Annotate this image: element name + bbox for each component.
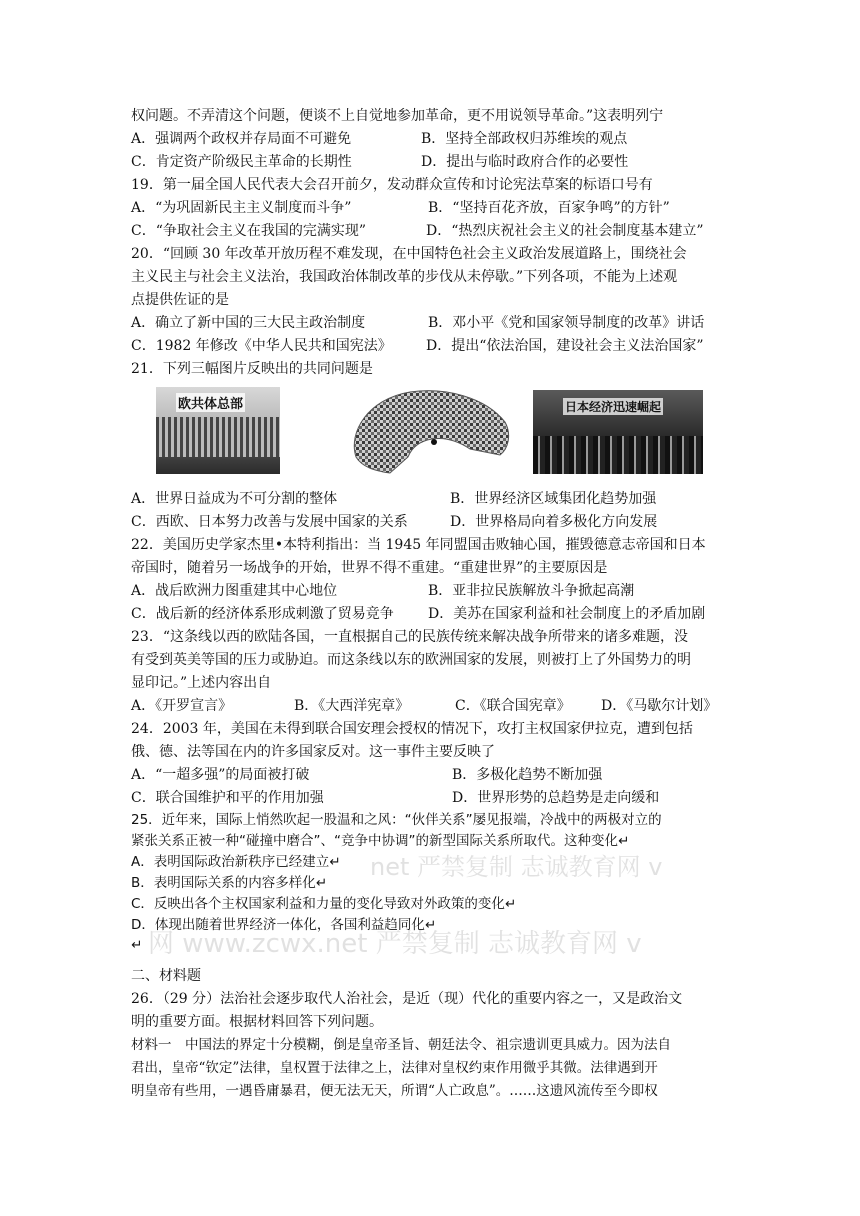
option-a: A．表明国际政治新秩序已经建立↵ (131, 854, 341, 870)
watermark: 网 www.zcwx.net 严禁复制 志诚教育网 v (148, 929, 642, 959)
text-line: 显印记。”上述内容出自 (131, 675, 272, 691)
question-20: 20．“回顾 30 年改革开放历程不难发现，在中国特色社会主义政治发展道路上，围绕社会 (131, 246, 687, 262)
question-25: 25．近年来，国际上悄然吹起一股温和之风：“伙伴关系”屡见报端，冷战中的两极对立的 (131, 812, 662, 828)
question-26: 26．（29 分）法治社会逐步取代人治社会，是近（现）代化的重要内容之一，又是政治文 (131, 991, 683, 1007)
question-19: 19．第一届全国人民代表大会召开前夕，发动群众宣传和讨论宪法草案的标语口号有 (131, 177, 653, 193)
option-a: A．世界日益成为不可分割的整体 (131, 491, 338, 507)
option-d: D．提出“依法治国，建设社会主义法治国家” (426, 338, 704, 354)
option-a: A．确立了新中国的三大民主政治制度 (131, 315, 366, 331)
option-c: C．反映出各个主权国家利益和力量的变化导致对外政策的变化↵ (131, 896, 517, 912)
option-d: D．“热烈庆祝社会主义的社会制度基本建立” (426, 223, 704, 239)
question-22: 22．美国历史学家杰里•本特利指出：当 1945 年同盟国击败轴心国，摧毁德意志帝国和日本 (131, 537, 706, 553)
empty-paragraph: ↵ (131, 937, 143, 953)
question-21: 21．下列三幅图片反映出的共同问题是 (131, 361, 373, 377)
text-line: 紧张关系正被一种“碰撞中磨合”、“竞争中协调”的新型国际关系所取代。这种变化↵ (131, 833, 630, 849)
option-d: D．体现出随着世界经济一体化，各国利益趋同化↵ (131, 917, 437, 933)
text-line: 点提供佐证的是 (131, 292, 229, 308)
option-b: B．邓小平《党和国家领导制度的改革》讲话 (428, 315, 705, 331)
text-line: 明皇帝有些用，一遇昏庸暴君，便无法无天，所谓“人亡政息”。……这遗风流传至今即权 (131, 1083, 658, 1099)
option-a: A．“为巩固新民主主义制度而斗争” (131, 200, 352, 216)
text-line: 君出，皇帝“钦定”法律，皇权置于法律之上，法律对皇权约束作用微乎其微。法律遇到开 (131, 1060, 658, 1076)
option-a: A．战后欧洲力图重建其中心地位 (131, 583, 338, 599)
text-line: 有受到英美等国的压力或胁迫。而这条线以东的欧洲国家的发展，则被打上了外国势力的明 (131, 652, 691, 668)
option-b: B．坚持全部政权归苏维埃的观点 (421, 131, 628, 147)
option-c: C．《联合国宪章》 (455, 698, 571, 714)
option-c: C．1982 年修改《中华人民共和国宪法》 (131, 338, 392, 354)
option-b: B．“坚持百花齐放，百家争鸣”的方针” (428, 200, 670, 216)
option-c: C．“争取社会主义在我国的完满实现” (131, 223, 367, 239)
option-d: D．世界格局向着多极化方向发展 (450, 514, 658, 530)
option-c: C．肯定资产阶级民主革命的长期性 (131, 154, 352, 170)
text-line: 帝国时，随着另一场战争的开始，世界不得不重建。“重建世界”的主要原因是 (131, 560, 608, 576)
text-line: 俄、德、法等国在内的许多国家反对。这一事件主要反映了 (131, 744, 495, 760)
option-b: B．《大西洋宪章》 (294, 698, 410, 714)
image-caption: 欧共体总部 (176, 393, 245, 412)
option-a: A．强调两个政权并存局面不可避免 (131, 131, 352, 147)
japan-economy-image (533, 390, 703, 474)
option-c: C．联合国维护和平的作用加强 (131, 790, 324, 806)
text-line: 主义民主与社会主义法治，我国政治体制改革的步伐从未停歇。”下列各项，不能为上述观 (131, 269, 678, 285)
european-building-image (350, 387, 512, 474)
section-heading: 二、材料题 (131, 968, 201, 984)
option-d: D．《马歇尔计划》 (601, 698, 718, 714)
option-b: B．亚非拉民族解放斗争掀起高潮 (428, 583, 635, 599)
option-b: B．世界经济区域集团化趋势加强 (450, 491, 657, 507)
text-line: 明的重要方面。根据材料回答下列问题。 (131, 1014, 383, 1030)
material-one: 材料一 中国法的界定十分模糊，倒是皇帝圣旨、朝廷法令、祖宗遗训更具威力。因为法自 (131, 1037, 671, 1053)
city-skyline (533, 436, 703, 474)
option-d: D．世界形势的总趋势是走向缓和 (452, 790, 660, 806)
image-caption: 日本经济迅速崛起 (565, 400, 662, 414)
option-c: C．战后新的经济体系形成刺激了贸易竞争 (131, 606, 394, 622)
ec-headquarters-image (156, 387, 280, 474)
text-line: 权问题。不弄清这个问题，便谈不上自觉地参加革命，更不用说领导革命。”这表明列宁 (131, 108, 664, 124)
option-d: D．美苏在国家利益和社会制度上的矛盾加剧 (428, 606, 706, 622)
question-23: 23．“这条线以西的欧陆各国，一直根据自己的民族传统来解决战争所带来的诸多难题，没 (131, 629, 688, 645)
option-d: D．提出与临时政府合作的必要性 (421, 154, 629, 170)
question-24: 24．2003 年，美国在未得到联合国安理会授权的情况下，攻打主权国家伊拉克，遭到包括 (131, 721, 693, 737)
option-b: B．多极化趋势不断加强 (452, 767, 603, 783)
building-facade (156, 417, 280, 457)
option-a: A．《开罗宣言》 (131, 698, 233, 714)
option-b: B．表明国际关系的内容多样化↵ (131, 875, 328, 891)
option-a: A．“一超多强”的局面被打破 (131, 767, 310, 783)
option-c: C．西欧、日本努力改善与发展中国家的关系 (131, 514, 408, 530)
watermark: net 严禁复制 志诚教育网 v (370, 853, 663, 881)
